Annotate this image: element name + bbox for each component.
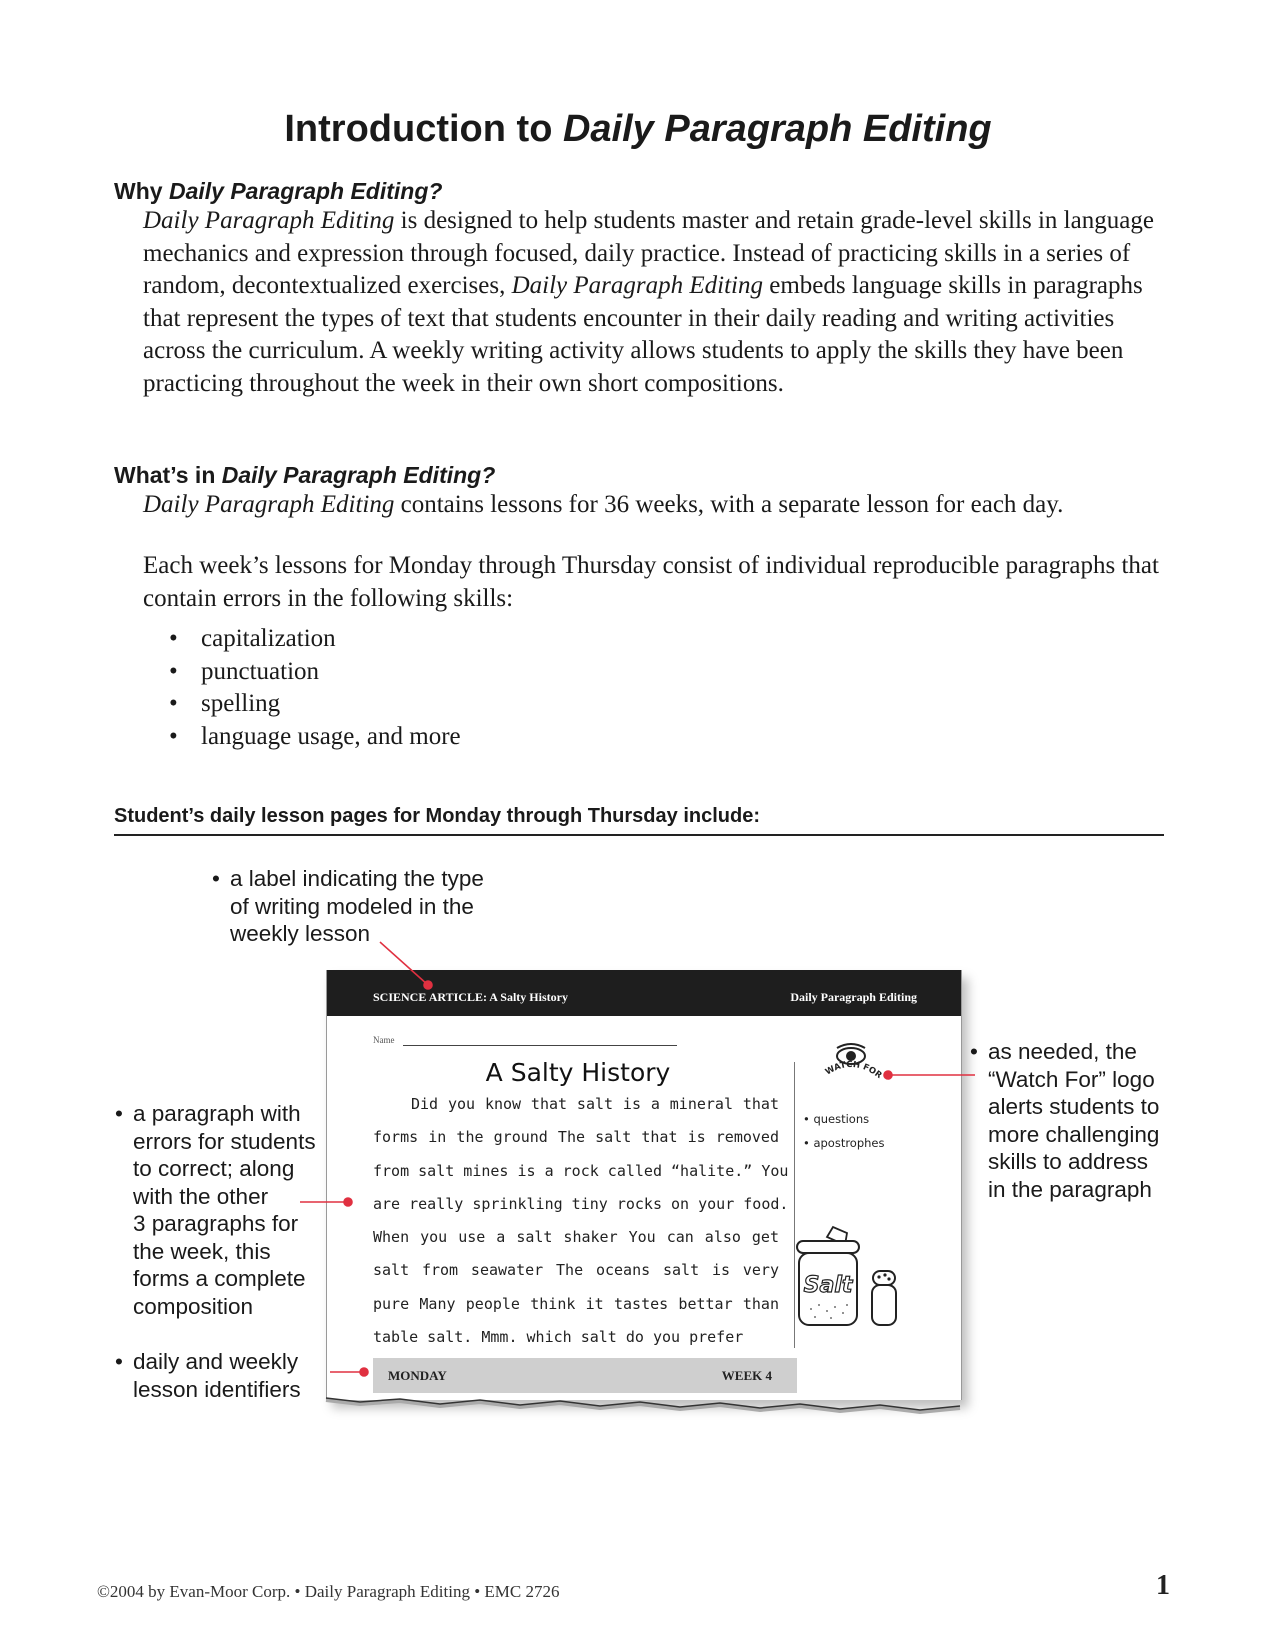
page-number: 1 <box>1156 1570 1170 1601</box>
name-line <box>403 1045 677 1046</box>
watch-for-label: WATCH FOR <box>823 1059 884 1081</box>
list-item: • apostrophes <box>803 1131 885 1155</box>
section-heading-whats-in: What’s in Daily Paragraph Editing? <box>114 462 496 488</box>
salt-label: Salt <box>803 1273 853 1298</box>
callout-watch-for: • as needed, the “Watch For” logo alerts students to more challenging skills to address in the paragraph <box>970 1039 1160 1202</box>
paragraph-line: Did you know that salt is a mineral that <box>411 1095 779 1113</box>
salt-shaker-icon <box>789 1225 899 1335</box>
paragraph-line: salt from seawater The oceans salt is very <box>373 1261 779 1280</box>
section-heading-why: Why Daily Paragraph Editing? <box>114 178 443 204</box>
callout-paragraph: • a paragraph with errors for students to correct; along with the other 3 paragraphs for the week, this forms a complete composition <box>115 1101 316 1319</box>
paragraph-line: from salt mines is a rock called “halite.” You <box>373 1161 789 1180</box>
svg-text:WATCH FOR <box>824 1060 884 1081</box>
sample-header-bar <box>327 970 961 1016</box>
paragraph-line: table salt. Mmm. which salt do you prefer <box>373 1328 744 1347</box>
writing-type-label: SCIENCE ARTICLE: A Salty History <box>373 990 568 1004</box>
paragraph-line: forms in the ground The salt that is removed <box>373 1128 779 1147</box>
section-paragraph-why: Daily Paragraph Editing is designed to help students master and retain grade-level skills in language mechanics and expression through focused, daily practice. Instead of practicing skills in a series of random, decontextualized exercises, Daily Paragraph Editing embeds language skills in paragraphs that represent the types of text that students encounter in their daily reading and writing activities across the curriculum. A weekly writing activity allows students to apply the skills they have been practicing throughout the week in their own short compositions. <box>143 207 1154 397</box>
list-item: • capitalization <box>165 623 461 656</box>
sample-lesson-page <box>326 970 962 1400</box>
paragraph-line: pure Many people think it tastes bettar than <box>373 1294 779 1313</box>
paragraph-line: are really sprinkling tiny rocks on your food. <box>373 1194 789 1213</box>
page-title: Introduction to Daily Paragraph Editing <box>284 108 992 150</box>
list-item: • language usage, and more <box>165 721 461 754</box>
callout-lesson-identifiers: • daily and weekly lesson identifiers <box>115 1349 301 1402</box>
watch-for-list <box>803 1107 885 1155</box>
sample-paragraph <box>373 1088 789 1354</box>
callout-type-label: • a label indicating the type of writing modeled in the weekly lesson <box>212 866 484 946</box>
list-item: • spelling <box>165 688 461 721</box>
copyright-footer: ©2004 by Evan-Moor Corp. • Daily Paragraph Editing • EMC 2726 <box>97 1582 560 1601</box>
section-paragraph-skills-intro: Each week’s lessons for Monday through Thursday consist of individual reproducible paragraphs that contain errors in the following skills: <box>143 552 1159 612</box>
section-paragraph-lessons: Daily Paragraph Editing contains lessons for 36 weeks, with a separate lesson for each day. <box>143 491 1064 518</box>
week-label: WEEK 4 <box>721 1368 772 1383</box>
lesson-pages-subhead: Student’s daily lesson pages for Monday through Thursday include: <box>114 805 760 827</box>
list-item: • questions <box>803 1107 885 1131</box>
torn-edge <box>320 1396 966 1418</box>
lesson-identifier-bar <box>373 1358 797 1393</box>
day-label: MONDAY <box>388 1368 447 1383</box>
skills-list <box>165 623 461 753</box>
series-label: Daily Paragraph Editing <box>790 990 917 1004</box>
list-item: • punctuation <box>165 656 461 689</box>
sample-title: A Salty History <box>485 1058 671 1087</box>
name-label: Name <box>373 1035 395 1045</box>
watch-for-eye-icon <box>815 1040 887 1088</box>
subhead-divider <box>114 834 1164 836</box>
paragraph-line: When you use a salt shaker You can also get <box>373 1228 779 1247</box>
